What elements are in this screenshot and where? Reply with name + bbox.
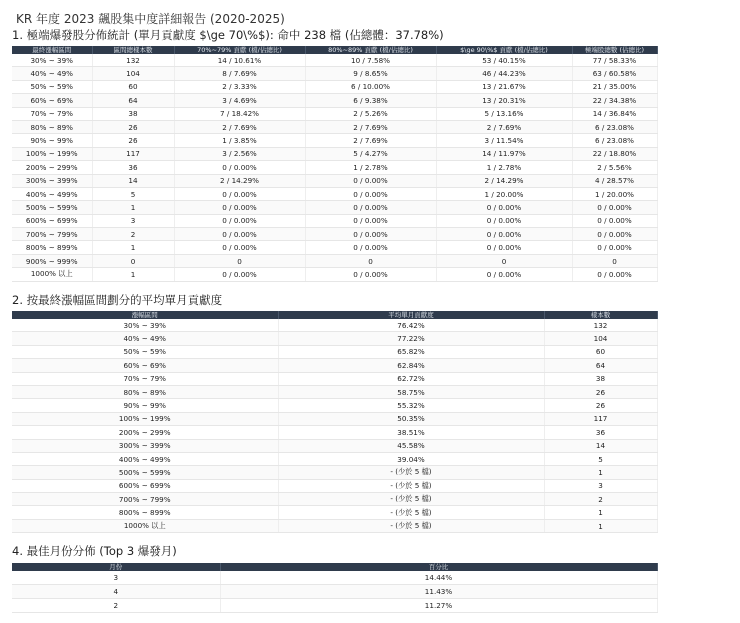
table-cell: 0 / 0.00%	[305, 228, 436, 241]
table-cell: 30% ~ 39%	[12, 54, 92, 67]
table-row	[12, 372, 657, 385]
table-cell: 0	[174, 254, 305, 267]
table-cell: 2 / 7.69%	[305, 120, 436, 133]
table-cell: 6 / 23.08%	[572, 120, 657, 133]
table-cell: 117	[544, 412, 657, 425]
table-cell: 2	[544, 493, 657, 506]
table-cell: 6 / 9.38%	[305, 94, 436, 107]
table-cell: 38	[544, 372, 657, 385]
table-cell: 5	[92, 187, 174, 200]
table-cell: 600% ~ 699%	[12, 214, 92, 227]
table-header-row	[12, 563, 657, 571]
table-cell: 0	[305, 254, 436, 267]
table-cell: 1 / 2.78%	[305, 161, 436, 174]
table-cell: 2 / 7.69%	[436, 120, 572, 133]
table-cell: 6 / 10.00%	[305, 80, 436, 93]
table-cell: 58.75%	[278, 385, 544, 398]
table-cell: 70% ~ 79%	[12, 107, 92, 120]
table-cell: 22 / 18.80%	[572, 147, 657, 160]
table-cell: 5 / 13.16%	[436, 107, 572, 120]
table-row	[12, 599, 657, 613]
table-cell: 77 / 58.33%	[572, 54, 657, 67]
table-cell: 0 / 0.00%	[572, 241, 657, 254]
table-cell: 4 / 28.57%	[572, 174, 657, 187]
table-cell: 500% ~ 599%	[12, 201, 92, 214]
table-cell: 5	[544, 452, 657, 465]
table-cell: 200% ~ 299%	[12, 161, 92, 174]
table-cell: 900% ~ 999%	[12, 254, 92, 267]
table-cell: 1	[92, 268, 174, 281]
table-row	[12, 120, 657, 133]
table-cell: 39.04%	[278, 452, 544, 465]
table-row	[12, 571, 657, 585]
table-cell: 1	[544, 466, 657, 479]
table-cell: 700% ~ 799%	[12, 228, 92, 241]
table-row	[12, 187, 657, 200]
table-row	[12, 506, 657, 519]
table-cell: 0 / 0.00%	[305, 174, 436, 187]
table-cell: 45.58%	[278, 439, 544, 452]
table-cell: 50% ~ 59%	[12, 80, 92, 93]
table-cell: 0 / 0.00%	[572, 268, 657, 281]
table-cell: - (少於 5 檔)	[278, 519, 544, 532]
column-header: 樣本數	[544, 311, 657, 319]
table-cell: 2 / 5.26%	[305, 107, 436, 120]
table-cell: 14 / 36.84%	[572, 107, 657, 120]
table-cell: 21 / 35.00%	[572, 80, 657, 93]
table-cell: 22 / 34.38%	[572, 94, 657, 107]
table-cell: 0 / 0.00%	[305, 187, 436, 200]
table-cell: 38	[92, 107, 174, 120]
table-cell: 80% ~ 89%	[12, 385, 278, 398]
table-cell: 0 / 0.00%	[174, 201, 305, 214]
table-header-row	[12, 311, 657, 319]
table-cell: 100% ~ 199%	[12, 147, 92, 160]
table-row	[12, 54, 657, 67]
table-cell: 104	[544, 332, 657, 345]
table-cell: 60	[544, 345, 657, 358]
table-cell: 132	[92, 54, 174, 67]
column-header: 漲幅區間	[12, 311, 278, 319]
table-cell: 0 / 0.00%	[174, 187, 305, 200]
table-cell: 80% ~ 89%	[12, 120, 92, 133]
table-cell: 46 / 44.23%	[436, 67, 572, 80]
column-header: 極端股總數 (佔總比)	[572, 46, 657, 54]
extreme-distribution-table	[12, 46, 658, 282]
table-row	[12, 493, 657, 506]
table-cell: 10 / 7.58%	[305, 54, 436, 67]
table-cell: 0 / 0.00%	[174, 228, 305, 241]
table-cell: 1 / 20.00%	[572, 187, 657, 200]
table-cell: 14.44%	[220, 571, 657, 585]
table-cell: 3 / 11.54%	[436, 134, 572, 147]
table-cell: 2 / 5.56%	[572, 161, 657, 174]
table-row	[12, 332, 657, 345]
table-cell: 3 / 2.56%	[174, 147, 305, 160]
column-header: 百分比	[220, 563, 657, 571]
table-row	[12, 214, 657, 227]
table-cell: 53 / 40.15%	[436, 54, 572, 67]
table-cell: 63 / 60.58%	[572, 67, 657, 80]
table-row	[12, 452, 657, 465]
table-cell: 400% ~ 499%	[12, 452, 278, 465]
table-cell: 800% ~ 899%	[12, 506, 278, 519]
table-cell: 76.42%	[278, 319, 544, 332]
table-row	[12, 479, 657, 492]
table-cell: - (少於 5 檔)	[278, 506, 544, 519]
table-row	[12, 147, 657, 160]
table-cell: 60	[92, 80, 174, 93]
table-row	[12, 201, 657, 214]
table-cell: 2	[92, 228, 174, 241]
table-cell: 1 / 2.78%	[436, 161, 572, 174]
table-cell: 1000% 以上	[12, 519, 278, 532]
table-cell: 0 / 0.00%	[174, 268, 305, 281]
table-row	[12, 466, 657, 479]
table-cell: 62.84%	[278, 359, 544, 372]
table-cell: 40% ~ 49%	[12, 67, 92, 80]
column-header: 80%~89% 貢獻 (檔/佔總比)	[305, 46, 436, 54]
table-row	[12, 345, 657, 358]
table-row	[12, 94, 657, 107]
table-row	[12, 254, 657, 267]
section-1-heading: 1. 極端爆發股分佈統計 (單月貢獻度 $\ge 70\%$): 命中 238 檔 (佔總體：37.78%)	[12, 28, 444, 42]
table-cell: - (少於 5 檔)	[278, 493, 544, 506]
table-row	[12, 107, 657, 120]
column-header: 區間總樣本數	[92, 46, 174, 54]
table-cell: 4	[12, 585, 220, 599]
average-contribution-table	[12, 311, 658, 533]
column-header: 最終漲幅區間	[12, 46, 92, 54]
table-cell: 3	[12, 571, 220, 585]
table-row	[12, 519, 657, 532]
table-cell: 0 / 0.00%	[174, 161, 305, 174]
table-cell: 62.72%	[278, 372, 544, 385]
table-row	[12, 585, 657, 599]
table-cell: 300% ~ 399%	[12, 439, 278, 452]
table-row	[12, 412, 657, 425]
table-cell: 1 / 20.00%	[436, 187, 572, 200]
table-cell: 700% ~ 799%	[12, 493, 278, 506]
table-cell: 3	[92, 214, 174, 227]
table-cell: 0 / 0.00%	[305, 201, 436, 214]
table-cell: 26	[92, 134, 174, 147]
table-cell: - (少於 5 檔)	[278, 466, 544, 479]
table-cell: 0 / 0.00%	[436, 268, 572, 281]
table-row	[12, 80, 657, 93]
column-header: 月份	[12, 563, 220, 571]
table-row	[12, 426, 657, 439]
table-cell: 2 / 14.29%	[174, 174, 305, 187]
table-cell: 14	[544, 439, 657, 452]
table-header-row	[12, 46, 657, 54]
best-month-table	[12, 563, 658, 613]
table-cell: 104	[92, 67, 174, 80]
table-cell: 55.32%	[278, 399, 544, 412]
table-cell: 38.51%	[278, 426, 544, 439]
table-cell: 60% ~ 69%	[12, 359, 278, 372]
table-cell: 64	[92, 94, 174, 107]
table-row	[12, 228, 657, 241]
table-cell: - (少於 5 檔)	[278, 479, 544, 492]
table-cell: 13 / 20.31%	[436, 94, 572, 107]
section-2-heading: 2. 按最終漲幅區間劃分的平均單月貢獻度	[12, 293, 223, 307]
table-cell: 9 / 8.65%	[305, 67, 436, 80]
section-4-heading: 4. 最佳月份分佈 (Top 3 爆發月)	[12, 544, 177, 558]
table-cell: 2 / 14.29%	[436, 174, 572, 187]
table-cell: 50% ~ 59%	[12, 345, 278, 358]
table-cell: 36	[544, 426, 657, 439]
table-row	[12, 174, 657, 187]
table-cell: 77.22%	[278, 332, 544, 345]
table-cell: 100% ~ 199%	[12, 412, 278, 425]
table-cell: 14 / 10.61%	[174, 54, 305, 67]
table-cell: 5 / 4.27%	[305, 147, 436, 160]
table-cell: 3 / 4.69%	[174, 94, 305, 107]
table-cell: 0 / 0.00%	[305, 241, 436, 254]
table-cell: 0 / 0.00%	[174, 241, 305, 254]
table-cell: 200% ~ 299%	[12, 426, 278, 439]
table-row	[12, 161, 657, 174]
table-cell: 60% ~ 69%	[12, 94, 92, 107]
column-header: 70%~79% 貢獻 (檔/佔總比)	[174, 46, 305, 54]
table-row	[12, 319, 657, 332]
report-title: KR 年度 2023 飆股集中度詳細報告 (2020-2025)	[16, 12, 285, 26]
table-cell: 14 / 11.97%	[436, 147, 572, 160]
table-cell: 90% ~ 99%	[12, 399, 278, 412]
table-cell: 0 / 0.00%	[305, 268, 436, 281]
table-cell: 2 / 7.69%	[305, 134, 436, 147]
table-cell: 132	[544, 319, 657, 332]
table-cell: 8 / 7.69%	[174, 67, 305, 80]
table-cell: 36	[92, 161, 174, 174]
table-cell: 2	[12, 599, 220, 613]
table-cell: 117	[92, 147, 174, 160]
table-cell: 30% ~ 39%	[12, 319, 278, 332]
table-row	[12, 399, 657, 412]
column-header: $\ge 90\%$ 貢獻 (檔/佔總比)	[436, 46, 572, 54]
table-cell: 26	[544, 399, 657, 412]
table-cell: 13 / 21.67%	[436, 80, 572, 93]
table-cell: 0	[572, 254, 657, 267]
table-cell: 50.35%	[278, 412, 544, 425]
table-cell: 0 / 0.00%	[436, 241, 572, 254]
table-cell: 0 / 0.00%	[572, 228, 657, 241]
table-cell: 1	[544, 506, 657, 519]
table-cell: 11.27%	[220, 599, 657, 613]
table-cell: 3	[544, 479, 657, 492]
table-cell: 40% ~ 49%	[12, 332, 278, 345]
table-row	[12, 268, 657, 281]
table-cell: 0 / 0.00%	[572, 214, 657, 227]
table-cell: 26	[544, 385, 657, 398]
table-cell: 1	[92, 241, 174, 254]
table-cell: 1000% 以上	[12, 268, 92, 281]
table-cell: 26	[92, 120, 174, 133]
table-cell: 1 / 3.85%	[174, 134, 305, 147]
table-cell: 0 / 0.00%	[305, 214, 436, 227]
table-cell: 65.82%	[278, 345, 544, 358]
table-cell: 0 / 0.00%	[572, 201, 657, 214]
table-cell: 0	[436, 254, 572, 267]
table-cell: 1	[92, 201, 174, 214]
table-cell: 2 / 7.69%	[174, 120, 305, 133]
table-cell: 64	[544, 359, 657, 372]
table-cell: 0 / 0.00%	[436, 214, 572, 227]
table-cell: 70% ~ 79%	[12, 372, 278, 385]
table-cell: 0 / 0.00%	[436, 228, 572, 241]
table-row	[12, 241, 657, 254]
table-cell: 1	[544, 519, 657, 532]
table-row	[12, 67, 657, 80]
table-cell: 0 / 0.00%	[174, 214, 305, 227]
table-cell: 2 / 3.33%	[174, 80, 305, 93]
table-cell: 600% ~ 699%	[12, 479, 278, 492]
table-row	[12, 134, 657, 147]
table-cell: 7 / 18.42%	[174, 107, 305, 120]
table-cell: 300% ~ 399%	[12, 174, 92, 187]
table-cell: 90% ~ 99%	[12, 134, 92, 147]
table-cell: 14	[92, 174, 174, 187]
table-row	[12, 385, 657, 398]
table-row	[12, 359, 657, 372]
table-cell: 11.43%	[220, 585, 657, 599]
table-cell: 6 / 23.08%	[572, 134, 657, 147]
column-header: 平均單月貢獻度	[278, 311, 544, 319]
table-cell: 800% ~ 899%	[12, 241, 92, 254]
table-cell: 500% ~ 599%	[12, 466, 278, 479]
table-cell: 400% ~ 499%	[12, 187, 92, 200]
table-cell: 0	[92, 254, 174, 267]
table-cell: 0 / 0.00%	[436, 201, 572, 214]
table-row	[12, 439, 657, 452]
